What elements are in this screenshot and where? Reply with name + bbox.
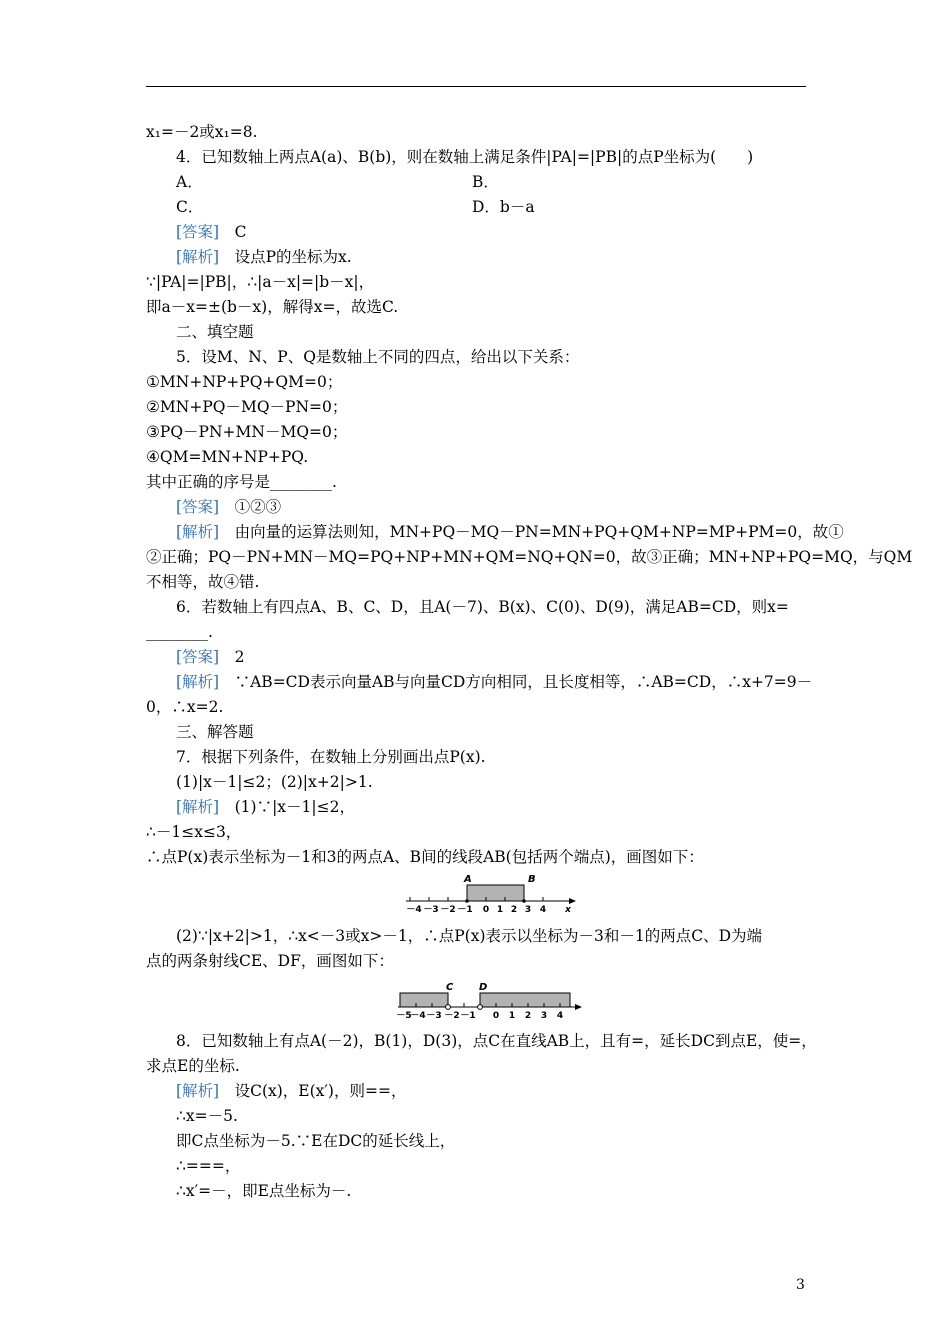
text-line: ________. [146, 623, 213, 641]
analysis-line [176, 247, 352, 267]
number-line-figure-2 [396, 978, 586, 1020]
text-line: ②正确；PQ－PN+MN－MQ=PQ+NP+MN+QM=NQ+QN=0，故③正确；MN+NP+PQ=MQ，与QM [146, 548, 913, 566]
point-b-dot [522, 899, 526, 903]
label-a: A [464, 874, 472, 885]
tick-label: 4 [539, 905, 547, 914]
answer-text: 2 [219, 648, 245, 666]
text-line: ∴点P(x)表示坐标为－1和3的两点A、B间的线段AB(包括两个端点)，画图如下： [146, 848, 704, 866]
point-d-open-dot [478, 1005, 483, 1010]
text-line: x₁=－2或x₁=8. [146, 123, 258, 141]
tick-label: －3 [426, 1011, 442, 1020]
text-line: ∵|PA|=|PB|，∴|a－x|=|b－x|， [146, 273, 375, 291]
label-d: D [479, 982, 488, 993]
answer-text: C [219, 223, 247, 241]
label-b: B [528, 874, 536, 885]
tick-label: －4 [410, 1011, 426, 1020]
page-number: 3 [796, 1277, 805, 1293]
tick-label: －2 [440, 905, 456, 914]
answer-line [176, 222, 246, 242]
text-line: 求点E的坐标. [146, 1057, 240, 1075]
tick-label: 1 [508, 1011, 516, 1020]
analysis-tag: [解析] [176, 248, 220, 266]
analysis-line [176, 672, 812, 692]
text-line: ①MN+NP+PQ+QM=0； [146, 373, 343, 391]
text-line: 不相等，故④错. [146, 573, 260, 591]
tick-label: 2 [524, 1011, 532, 1020]
analysis-text: (1)∵|x－1|≤2， [219, 798, 355, 816]
text-line: (1)|x－1|≤2；(2)|x+2|>1. [176, 773, 373, 791]
answer-tag: [答案] [176, 648, 220, 666]
text-line: ∴x=－5. [176, 1107, 238, 1125]
tick-label: 0 [492, 1011, 500, 1020]
text-line: 即a－x=±(b－x)，解得x=，故选C. [146, 298, 399, 316]
question-4: 4．已知数轴上两点A(a)、B(b)，则在数轴上满足条件|PA|=|PB|的点P坐标为( ) [176, 148, 754, 166]
point-c-open-dot [446, 1005, 451, 1010]
analysis-text: ∵AB=CD表示向量AB与向量CD方向相同，且长度相等，∴AB=CD，∴x+7=9－ [219, 673, 813, 691]
tick-label: 0 [482, 905, 490, 914]
answer-text: ①②③ [219, 498, 282, 516]
question-5: 5．设M、N、P、Q是数轴上不同的四点，给出以下关系： [176, 348, 580, 366]
analysis-tag: [解析] [176, 798, 220, 816]
answer-tag: [答案] [176, 223, 220, 241]
text-line: (2)∵|x+2|>1，∴x<－3或x>－1，∴点P(x)表示以坐标为－3和－1的两点C、D为端 [176, 927, 763, 945]
text-line: ∴x′=－，即E点坐标为－. [176, 1182, 352, 1200]
analysis-tag: [解析] [176, 523, 220, 541]
tick-label: 4 [556, 1011, 564, 1020]
text-line: ∴－1≤x≤3， [146, 823, 242, 841]
option-a: A． [176, 173, 203, 191]
text-line: 即C点坐标为－5.∵E在DC的延长线上， [176, 1132, 456, 1150]
option-b: B． [472, 173, 499, 191]
tick-label: －4 [406, 905, 422, 914]
analysis-text: 设点P的坐标为x. [219, 248, 352, 266]
ray-ce [400, 993, 448, 1007]
axis-label-x: x [565, 905, 571, 914]
text-line: ④QM=MN+NP+PQ. [146, 448, 309, 466]
segment-ab [467, 885, 524, 901]
tick-label: －3 [423, 905, 439, 914]
text-line: ②MN+PQ－MQ－PN=0； [146, 398, 348, 416]
tick-label: －5 [396, 1011, 412, 1020]
analysis-line [176, 797, 355, 817]
answer-tag: [答案] [176, 498, 220, 516]
point-a-dot [465, 899, 469, 903]
text-line: ∴===， [176, 1157, 241, 1175]
question-7: 7．根据下列条件，在数轴上分别画出点P(x). [176, 748, 486, 766]
option-d: D．b－a [472, 198, 535, 216]
tick-label: －1 [460, 1011, 476, 1020]
tick-label: －1 [457, 905, 473, 914]
analysis-text: 由向量的运算法则知，MN+PQ－MQ－PN=MN+PQ+QM+NP=MP+PM=0，故① [219, 523, 844, 541]
analysis-tag: [解析] [176, 1082, 220, 1100]
number-line-figure-1 [400, 872, 582, 914]
section-heading: 二、填空题 [176, 323, 254, 341]
text-line: 点的两条射线CE、DF，画图如下： [146, 952, 394, 970]
analysis-text: 设C(x)，E(x′)，则==， [219, 1082, 407, 1100]
tick-label: 1 [496, 905, 504, 914]
ray-df [480, 993, 570, 1007]
tick-label: －2 [444, 1011, 460, 1020]
analysis-line [176, 1081, 406, 1101]
analysis-line [176, 522, 844, 542]
text-line: ③PQ－PN+MN－MQ=0； [146, 423, 348, 441]
question-6: 6．若数轴上有四点A、B、C、D，且A(－7)、B(x)、C(0)、D(9)，满足AB=CD，则x= [176, 598, 789, 616]
text-line: 0，∴x=2. [146, 698, 224, 716]
tick-label: 2 [510, 905, 518, 914]
axis-arrow [569, 898, 576, 904]
tick-label: 3 [540, 1011, 548, 1020]
answer-line [176, 647, 244, 667]
axis-arrow [575, 1004, 582, 1010]
answer-line [176, 497, 281, 517]
question-8: 8．已知数轴上有点A(－2)，B(1)，D(3)，点C在直线AB上，且有=，延长DC到点E，使=， [176, 1032, 817, 1050]
option-c: C． [176, 198, 204, 216]
header-rule [146, 86, 806, 87]
tick-label: 3 [524, 905, 532, 914]
section-heading: 三、解答题 [176, 723, 254, 741]
text-line: 其中正确的序号是________. [146, 473, 337, 491]
analysis-tag: [解析] [176, 673, 220, 691]
label-c: C [446, 982, 454, 993]
